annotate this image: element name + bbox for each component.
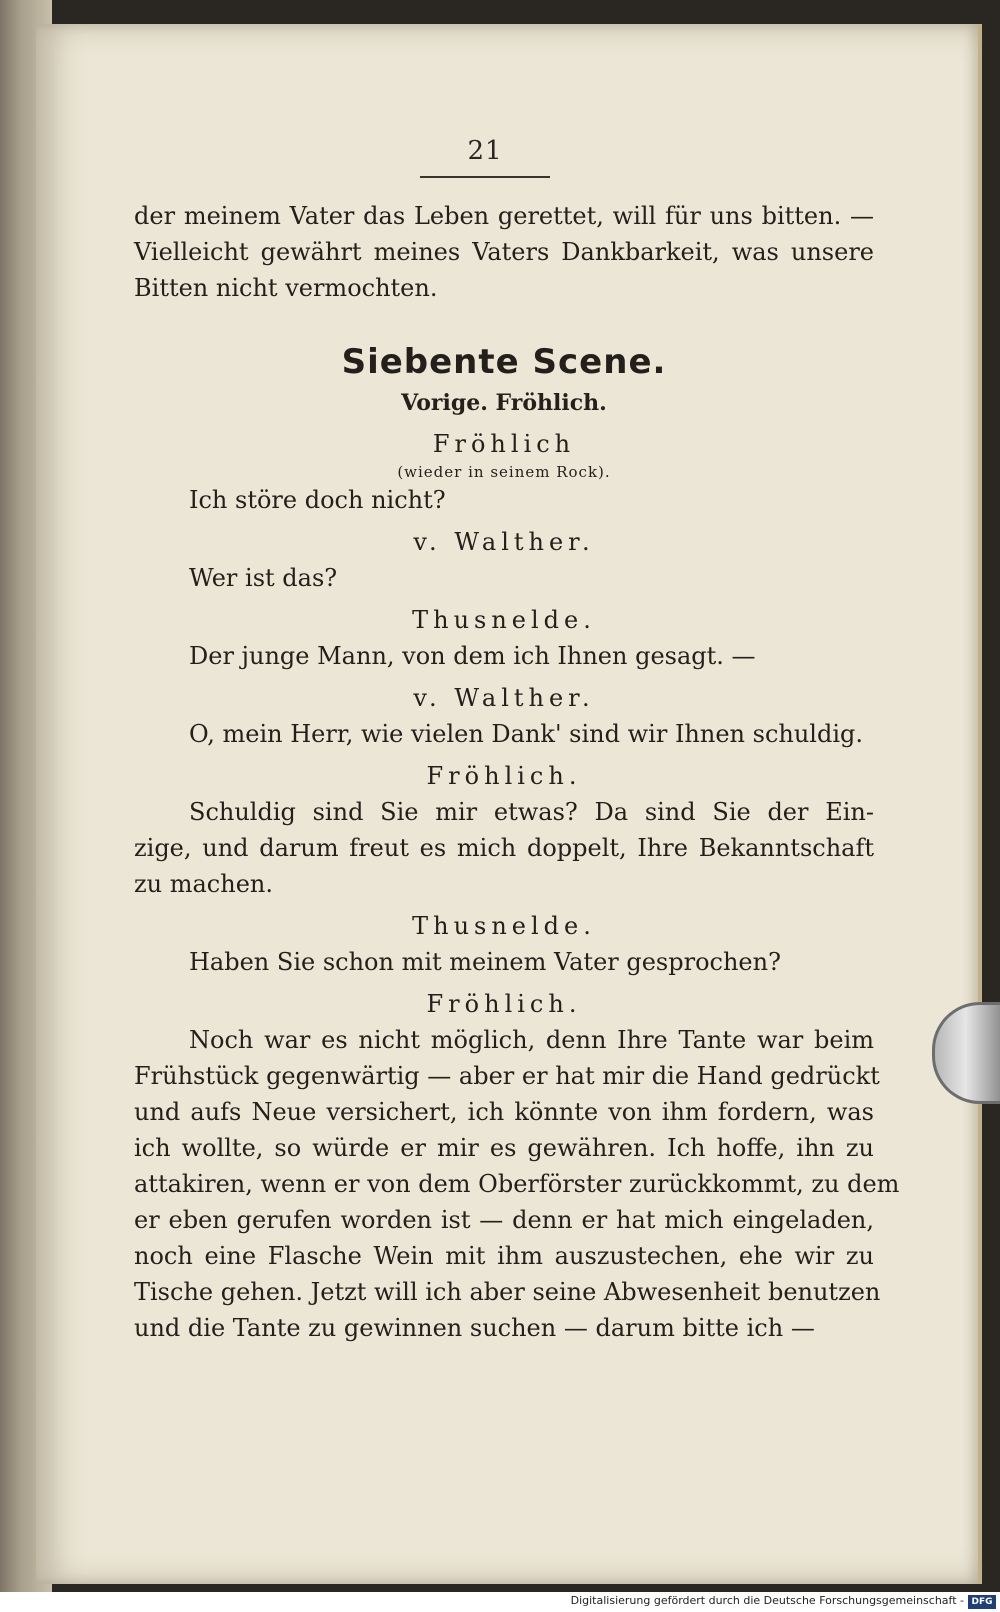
speaker-name: v. Walther. bbox=[413, 684, 595, 712]
book-page bbox=[36, 24, 982, 1584]
page-text bbox=[134, 198, 900, 1346]
text-line: Bitten nicht vermochten. bbox=[134, 274, 438, 302]
dialogue-line: Der junge Mann, von dem ich Ihnen gesagt. — bbox=[189, 642, 756, 670]
dialogue-line: und die Tante zu gewinnen suchen — darum bitte ich — bbox=[134, 1314, 815, 1342]
dialogue-line: er eben gerufen worden ist — denn er hat mich eingeladen, bbox=[134, 1206, 874, 1234]
stage-direction: (wieder in seinem Rock). bbox=[397, 463, 611, 481]
text-line: der meinem Vater das Leben gerettet, will für uns bitten. — bbox=[134, 202, 874, 230]
header-rule bbox=[420, 176, 550, 178]
dialogue-line: und aufs Neue versichert, ich könnte von ihm fordern, was bbox=[134, 1098, 874, 1126]
text-line: Vielleicht gewährt meines Vaters Dankbarkeit, was unsere bbox=[134, 238, 874, 266]
speaker-name: Fröhlich bbox=[432, 430, 576, 458]
speaker-name: Fröhlich. bbox=[426, 990, 582, 1018]
dialogue-line: Wer ist das? bbox=[189, 564, 338, 592]
speaker-name: Thusnelde. bbox=[412, 606, 596, 634]
digitization-footer bbox=[0, 1592, 1000, 1612]
dialogue-line: O, mein Herr, wie vielen Dank' sind wir Ihnen schuldig. bbox=[189, 720, 864, 748]
speaker-name: v. Walther. bbox=[413, 528, 595, 556]
dialogue-line: Noch war es nicht möglich, denn Ihre Tante war beim bbox=[189, 1026, 874, 1054]
dialogue-line: noch eine Flasche Wein mit ihm auszustechen, ehe wir zu bbox=[134, 1242, 874, 1270]
dialogue-line: Frühstück gegenwärtig — aber er hat mir die Hand gedrückt bbox=[134, 1062, 880, 1090]
dialogue-line: ich wollte, so würde er mir es gewähren. Ich hoffe, ihn zu bbox=[134, 1134, 874, 1162]
scene-title: Siebente Scene. bbox=[341, 342, 667, 382]
dialogue-line: zu machen. bbox=[134, 870, 273, 898]
dfg-logo: DFG bbox=[968, 1595, 996, 1609]
page-header bbox=[420, 136, 550, 166]
speaker-name: Fröhlich. bbox=[426, 762, 582, 790]
dialogue-line: attakiren, wenn er von dem Oberförster zurückkommt, zu dem bbox=[134, 1170, 900, 1198]
dialogue-line: Haben Sie schon mit meinem Vater gesprochen? bbox=[189, 948, 781, 976]
cast-list: Vorige. Fröhlich. bbox=[401, 390, 607, 416]
speaker-name: Thusnelde. bbox=[412, 912, 596, 940]
dialogue-line: Schuldig sind Sie mir etwas? Da sind Sie der Ein- bbox=[189, 798, 874, 826]
dialogue-line: zige, und darum freut es mich doppelt, Ihre Bekanntschaft bbox=[134, 834, 874, 862]
dialogue-line: Ich störe doch nicht? bbox=[189, 486, 446, 514]
footer-credit: Digitalisierung gefördert durch die Deutsche Forschungsgemeinschaft - bbox=[570, 1594, 964, 1607]
dialogue-line: Tische gehen. Jetzt will ich aber seine Abwesenheit benutzen bbox=[134, 1278, 881, 1306]
page-number: 21 bbox=[467, 136, 503, 166]
